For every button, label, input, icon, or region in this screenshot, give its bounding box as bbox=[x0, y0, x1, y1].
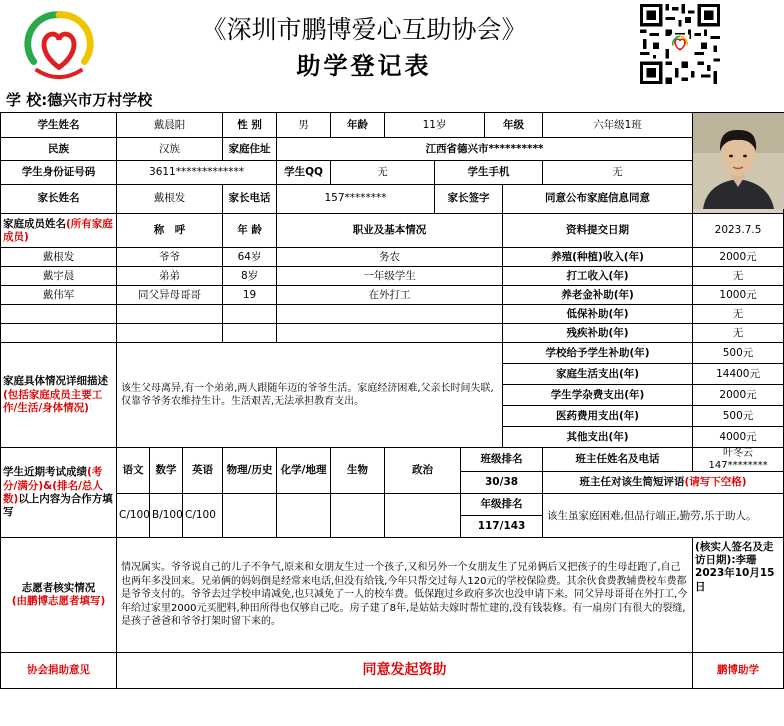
subject-header: 语文 bbox=[117, 448, 150, 494]
family-member-row bbox=[1, 286, 784, 305]
member-age: 19 bbox=[223, 286, 277, 305]
score-cell: C/100 bbox=[117, 494, 150, 538]
footer-row bbox=[1, 653, 784, 689]
age-label: 年龄 bbox=[331, 113, 385, 138]
finance-value: 14400元 bbox=[693, 364, 784, 385]
student-id-value: 3611************* bbox=[117, 161, 277, 184]
subject-header: 物理/历史 bbox=[223, 448, 277, 494]
family-member-row bbox=[1, 324, 784, 343]
student-row-1 bbox=[1, 113, 784, 138]
submit-date-value: 2023.7.5 bbox=[693, 214, 784, 248]
member-job bbox=[277, 324, 503, 343]
subject-header: 英语 bbox=[183, 448, 223, 494]
teacher-comment-label: 班主任对该生简短评语(请写下空格) bbox=[543, 472, 784, 494]
member-job bbox=[277, 305, 503, 324]
consent-text: 同意公布家庭信息同意 bbox=[503, 184, 693, 214]
exam-score-row bbox=[1, 494, 784, 516]
score-cell bbox=[385, 494, 461, 538]
finance-label: 残疾补助(年) bbox=[503, 324, 693, 343]
member-name bbox=[1, 305, 117, 324]
score-cell bbox=[223, 494, 277, 538]
score-cell bbox=[277, 494, 331, 538]
class-rank-value: 30/38 bbox=[461, 472, 543, 494]
finance-value: 4000元 bbox=[693, 427, 784, 448]
student-phone-label: 学生手机 bbox=[435, 161, 543, 184]
volunteer-label: 志愿者核实情况 (由鹏博志愿者填写) bbox=[1, 538, 117, 653]
member-age bbox=[223, 305, 277, 324]
finance-label: 养殖(种植)收入(年) bbox=[503, 248, 693, 267]
student-photo bbox=[693, 113, 784, 214]
student-name: 戴晨阳 bbox=[117, 113, 223, 138]
finance-label: 低保补助(年) bbox=[503, 305, 693, 324]
family-member-row bbox=[1, 305, 784, 324]
finance-label: 家庭生活支出(年) bbox=[503, 364, 693, 385]
finance-value: 500元 bbox=[693, 406, 784, 427]
exam-header-row bbox=[1, 448, 784, 472]
student-photo-image bbox=[693, 113, 784, 209]
subject-header: 化学/地理 bbox=[277, 448, 331, 494]
finance-value: 2000元 bbox=[693, 385, 784, 406]
member-job: 在外打工 bbox=[277, 286, 503, 305]
finance-value: 无 bbox=[693, 267, 784, 286]
finance-value: 无 bbox=[693, 305, 784, 324]
finance-value: 无 bbox=[693, 324, 784, 343]
registration-table bbox=[0, 112, 784, 689]
student-name-label: 学生姓名 bbox=[1, 113, 117, 138]
situation-text: 该生父母离异,有一个弟弟,两人跟随年迈的爷爷生活。家庭经济困难,父亲长时间失联,仅靠爷爷务农维持生计。生活艰苦,无法承担教育支出。 bbox=[117, 343, 503, 448]
form-title: 《深圳市鹏博爱心互助协会》 bbox=[201, 15, 527, 44]
subject-header: 生物 bbox=[331, 448, 385, 494]
address-value: 江西省德兴市********** bbox=[277, 138, 693, 161]
finance-label: 学生学杂费支出(年) bbox=[503, 385, 693, 406]
parent-row bbox=[1, 184, 784, 214]
school-value: 德兴市万村学校 bbox=[47, 91, 153, 109]
volunteer-text: 情况属实。爷爷说自己的儿子不争气,原来和女朋友生过一个孩子,又和另外一个女朋友生了兄弟俩后又把孩子的生母赶跑了,自己也两年多没回来。兄弟俩的妈妈倒是经常来电话,但没有给钱,今年只帮交过每人120元的学校保险费。其余伙食费教辅费校车费都是爷爷支付的。爷爷去过学校申请减免,也只减免了一人的校车费。低保跑过乡政府多次也没申请下来。同父异母哥哥在外打工,今年给过家里2000元买肥料,种田所得也仅够自己吃。房子建了8年,是姑姑夫嫁时帮忙建的,没有钱装修。有一扇房门有很大的裂缝,是孩子爸爸和爷爷打架时留下来的。 bbox=[117, 538, 693, 653]
family-member-row bbox=[1, 267, 784, 286]
verifier-signature: (核实人签名及走访日期):李珊2023年10月15日 bbox=[693, 538, 784, 653]
age-value: 11岁 bbox=[385, 113, 485, 138]
member-name bbox=[1, 324, 117, 343]
score-cell: C/100 bbox=[183, 494, 223, 538]
school-label: 学 校: bbox=[6, 91, 48, 109]
student-row-2 bbox=[1, 138, 784, 161]
grade-label: 年级 bbox=[485, 113, 543, 138]
student-row-3 bbox=[1, 161, 784, 184]
family-member-row bbox=[1, 248, 784, 267]
teacher-comment: 该生虽家庭困难,但品行端正,勤劳,乐于助人。 bbox=[543, 494, 784, 538]
family-header-label: 家庭成员姓名(所有家庭成员) bbox=[1, 214, 117, 248]
gender-label: 性 别 bbox=[223, 113, 277, 138]
score-cell: B/100 bbox=[150, 494, 183, 538]
teacher-phone: 147******** bbox=[708, 459, 768, 471]
score-cell bbox=[331, 494, 385, 538]
school-field bbox=[6, 88, 152, 112]
member-name: 戴根发 bbox=[1, 248, 117, 267]
finance-label: 学校给予学生补助(年) bbox=[503, 343, 693, 364]
form-header bbox=[0, 0, 728, 88]
family-age-header: 年 龄 bbox=[223, 214, 277, 248]
qr-code-icon bbox=[640, 4, 720, 84]
situation-label: 家庭具体情况详细描述(包括家庭成员主要工作/生活/身体情况) bbox=[1, 343, 117, 448]
finance-value: 2000元 bbox=[693, 248, 784, 267]
student-id-label: 学生身份证号码 bbox=[1, 161, 117, 184]
finance-value: 500元 bbox=[693, 343, 784, 364]
subject-header: 数学 bbox=[150, 448, 183, 494]
member-name: 戴宇晨 bbox=[1, 267, 117, 286]
member-relation: 同父异母哥哥 bbox=[117, 286, 223, 305]
donation-decision: 同意发起资助 bbox=[117, 653, 693, 689]
student-qq-label: 学生QQ bbox=[277, 161, 331, 184]
member-job: 一年级学生 bbox=[277, 267, 503, 286]
situation-row bbox=[1, 343, 784, 364]
member-age: 8岁 bbox=[223, 267, 277, 286]
donation-opinion-label: 协会捐助意见 bbox=[1, 653, 117, 689]
subject-header: 政治 bbox=[385, 448, 461, 494]
finance-label: 养老金补助(年) bbox=[503, 286, 693, 305]
member-name: 戴伟军 bbox=[1, 286, 117, 305]
ethnicity-value: 汉族 bbox=[117, 138, 223, 161]
org-name: 鹏博助学 bbox=[693, 653, 784, 689]
finance-label: 其他支出(年) bbox=[503, 427, 693, 448]
parent-phone-value: 157******** bbox=[277, 184, 435, 214]
member-age bbox=[223, 324, 277, 343]
family-job-header: 职业及基本情况 bbox=[277, 214, 503, 248]
grade-rank-label: 年级排名 bbox=[461, 494, 543, 516]
teacher-contact bbox=[693, 448, 784, 472]
member-relation: 爷爷 bbox=[117, 248, 223, 267]
member-relation bbox=[117, 324, 223, 343]
volunteer-row bbox=[1, 538, 784, 653]
member-relation: 弟弟 bbox=[117, 267, 223, 286]
parent-sign-label: 家长签字 bbox=[435, 184, 503, 214]
family-header-row bbox=[1, 214, 784, 248]
class-rank-label: 班级排名 bbox=[461, 448, 543, 472]
member-relation bbox=[117, 305, 223, 324]
student-phone-value: 无 bbox=[543, 161, 693, 184]
member-job: 务农 bbox=[277, 248, 503, 267]
grade-value: 六年级1班 bbox=[543, 113, 693, 138]
parent-phone-label: 家长电话 bbox=[223, 184, 277, 214]
gender-value: 男 bbox=[277, 113, 331, 138]
parent-name-value: 戴根发 bbox=[117, 184, 223, 214]
teacher-label: 班主任姓名及电话 bbox=[543, 448, 693, 472]
submit-date-label: 资料提交日期 bbox=[503, 214, 693, 248]
student-qq-value: 无 bbox=[331, 161, 435, 184]
address-label: 家庭住址 bbox=[223, 138, 277, 161]
family-relation-header: 称 呼 bbox=[117, 214, 223, 248]
exam-label: 学生近期考试成绩(考分/满分)&(排名/总人数)以上内容为合作方填写 bbox=[1, 448, 117, 538]
teacher-name: 叶冬云 bbox=[723, 448, 754, 460]
finance-label: 医药费用支出(年) bbox=[503, 406, 693, 427]
parent-name-label: 家长姓名 bbox=[1, 184, 117, 214]
form-subtitle: 助学登记表 bbox=[296, 51, 432, 80]
finance-label: 打工收入(年) bbox=[503, 267, 693, 286]
finance-value: 1000元 bbox=[693, 286, 784, 305]
member-age: 64岁 bbox=[223, 248, 277, 267]
ethnicity-label: 民族 bbox=[1, 138, 117, 161]
grade-rank-value: 117/143 bbox=[461, 516, 543, 538]
